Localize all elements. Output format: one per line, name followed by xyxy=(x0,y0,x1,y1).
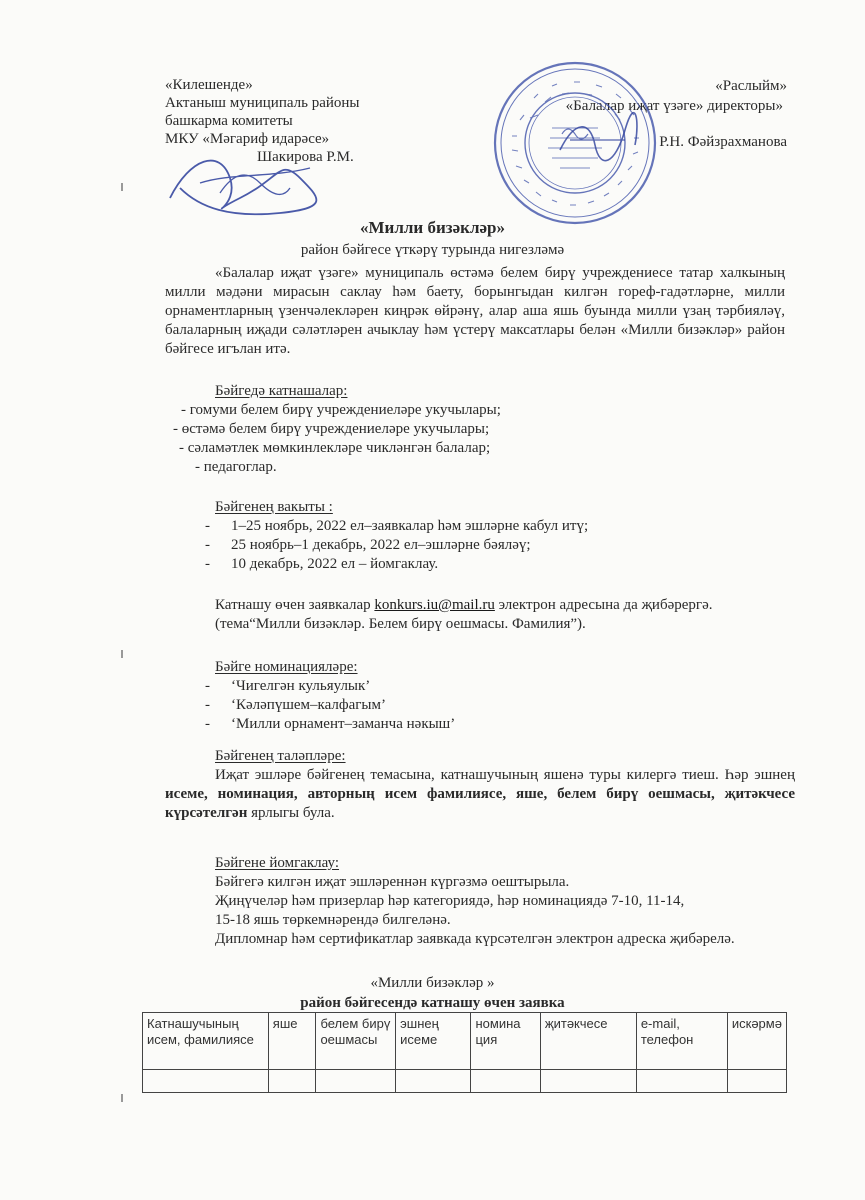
table-cell xyxy=(396,1070,471,1093)
requirements-text-bold: исеме, номинация, авторның исем фамилиясе, яше, белем бирү оешмасы, җитәкчесе күрсәтелгән xyxy=(165,786,795,821)
results-heading: Бәйгене йомгаклау: xyxy=(215,855,340,871)
table-header-cell: e-mail, телефон xyxy=(636,1013,727,1070)
list-item: - педагоглар. xyxy=(195,459,277,475)
document-subtitle: район бәйгесе үткәрү турында нигезләмә xyxy=(300,242,565,258)
nominations-section xyxy=(165,658,795,734)
table-header-cell: искәрмә xyxy=(727,1013,786,1070)
requirements-section xyxy=(165,747,795,823)
list-item xyxy=(165,696,795,715)
schedule-section xyxy=(165,498,795,574)
approved-label-left: «Килешенде» xyxy=(165,77,253,93)
approved-label-right: «Раслыйм» xyxy=(715,78,787,94)
table-cell xyxy=(143,1070,269,1093)
list-item xyxy=(165,677,795,696)
nominations-heading: Бәйге номинацияләре: xyxy=(215,659,358,675)
schedule-item-text: 10 декабрь, 2022 ел – йомгаклау. xyxy=(231,556,439,572)
submission-suffix: электрон адресына да җибәрергә. xyxy=(494,597,713,613)
table-header-row xyxy=(143,1013,787,1070)
table-row xyxy=(143,1070,787,1093)
schedule-item-text: 25 ноябрь–1 декабрь, 2022 ел–эшләрне бәяләү; xyxy=(231,537,531,553)
table-header-cell: белем бирү оешмасы xyxy=(316,1013,396,1070)
nomination-text: ‘Чигелгән кульяулык’ xyxy=(231,678,371,694)
table-cell xyxy=(268,1070,316,1093)
scan-mark xyxy=(121,1094,123,1102)
table-cell xyxy=(636,1070,727,1093)
table-cell xyxy=(540,1070,636,1093)
table-header-cell: яше xyxy=(268,1013,316,1070)
nominations-list xyxy=(165,677,795,734)
org-line-2: башкарма комитеты xyxy=(165,113,293,129)
submission-section xyxy=(165,596,795,634)
table-cell xyxy=(727,1070,786,1093)
org-line-1: Актаныш муниципаль районы xyxy=(165,95,360,111)
intro-paragraph: «Балалар иҗат үзәге» муниципаль өстәмә белем бирү учреждениесе татар халкының милли мәдәни мирасын саклау һәм баету, борынгыдан килгән гореф-гадәтләрне, милли орнаментларның үзенчәлекләрен киңрәк өйрәнү, алар аша яшь буында милли үзаң тәрбияләү, балаларның иҗади сәләтләрен ачыклау һәм үстерү максатлары белән «Милли бизәкләр» район бәйгесе игълан итә. xyxy=(165,265,785,357)
schedule-item-text: 1–25 ноябрь, 2022 ел–заявкалар һәм эшләрне кабул итү; xyxy=(231,518,589,534)
participants-heading: Бәйгедә катнашалар: xyxy=(215,383,348,399)
application-title: «Милли бизәкләр » xyxy=(370,975,495,991)
results-line: Җиңүчеләр һәм призерлар һәр категориядә, һәр номинациядә 7-10, 11-14, xyxy=(215,893,685,909)
submission-prefix: Катнашу өчен заявкалар xyxy=(215,597,375,613)
application-subtitle: район бәйгесендә катнашу өчен заявка xyxy=(300,995,565,1011)
document-title: «Милли бизәкләр» xyxy=(360,218,505,237)
results-line: Дипломнар һәм сертификатлар заявкада күрсәтелгән электрон адреска җибәрелә. xyxy=(215,931,735,947)
list-item: - гомуми белем бирү учреждениеләре укучылары; xyxy=(181,402,501,418)
signature-right xyxy=(555,110,645,170)
scan-mark xyxy=(121,183,123,191)
signer-right: Р.Н. Фәйзрахманова xyxy=(659,134,787,150)
results-section xyxy=(165,854,795,949)
requirements-text-end: ярлыгы була. xyxy=(247,805,335,821)
results-line: 15-18 яшь төркемнәрендә билгеләнә. xyxy=(215,912,451,928)
list-item xyxy=(165,517,795,536)
table-header-cell: җитәкчесе xyxy=(540,1013,636,1070)
list-item: - өстәмә белем бирү учреждениеләре укучылары; xyxy=(173,421,490,437)
submission-line xyxy=(165,596,795,615)
list-item xyxy=(165,715,795,734)
requirements-text-start: Иҗат эшләре бәйгенең темасына, катнашучының яшенә туры килергә тиеш. Һәр эшнең xyxy=(215,767,795,783)
requirements-heading: Бәйгенең таләпләре: xyxy=(215,748,346,764)
nomination-text: ‘Милли орнамент–заманча нәкыш’ xyxy=(231,716,456,732)
list-item: - сәламәтлек мөмкинлекләре чикләнгән балалар; xyxy=(179,440,491,456)
org-line-3: МКУ «Мәгариф идарәсе» xyxy=(165,131,330,147)
table-header-cell: Катнашучының исем, фамилиясе xyxy=(143,1013,269,1070)
schedule-list xyxy=(165,517,795,574)
scan-mark xyxy=(121,650,123,658)
table-header-cell: эшнең исеме xyxy=(396,1013,471,1070)
list-item xyxy=(165,555,795,574)
requirements-text xyxy=(165,766,795,823)
table-cell xyxy=(471,1070,540,1093)
table-cell xyxy=(316,1070,396,1093)
nomination-text: ‘Кәләпүшем–калфагым’ xyxy=(231,697,386,713)
results-line: Бәйгегә килгән иҗат эшләреннән күргәзмә оештырыла. xyxy=(215,874,570,890)
subject-line: (тема“Милли бизәкләр. Белем бирү оешмасы. Фамилия”). xyxy=(215,616,586,632)
email-link[interactable]: konkurs.iu@mail.ru xyxy=(374,597,495,613)
signature-left xyxy=(160,138,340,228)
table-header-cell: номина ция xyxy=(471,1013,540,1070)
participants-section xyxy=(165,382,795,477)
participants-list xyxy=(165,401,795,477)
application-table xyxy=(142,1012,787,1093)
director-title: «Балалар иҗат үзәге» директоры» xyxy=(565,98,783,114)
signer-left: Шакирова Р.М. xyxy=(257,149,354,165)
list-item xyxy=(165,536,795,555)
schedule-heading: Бәйгенең вакыты : xyxy=(215,499,333,515)
